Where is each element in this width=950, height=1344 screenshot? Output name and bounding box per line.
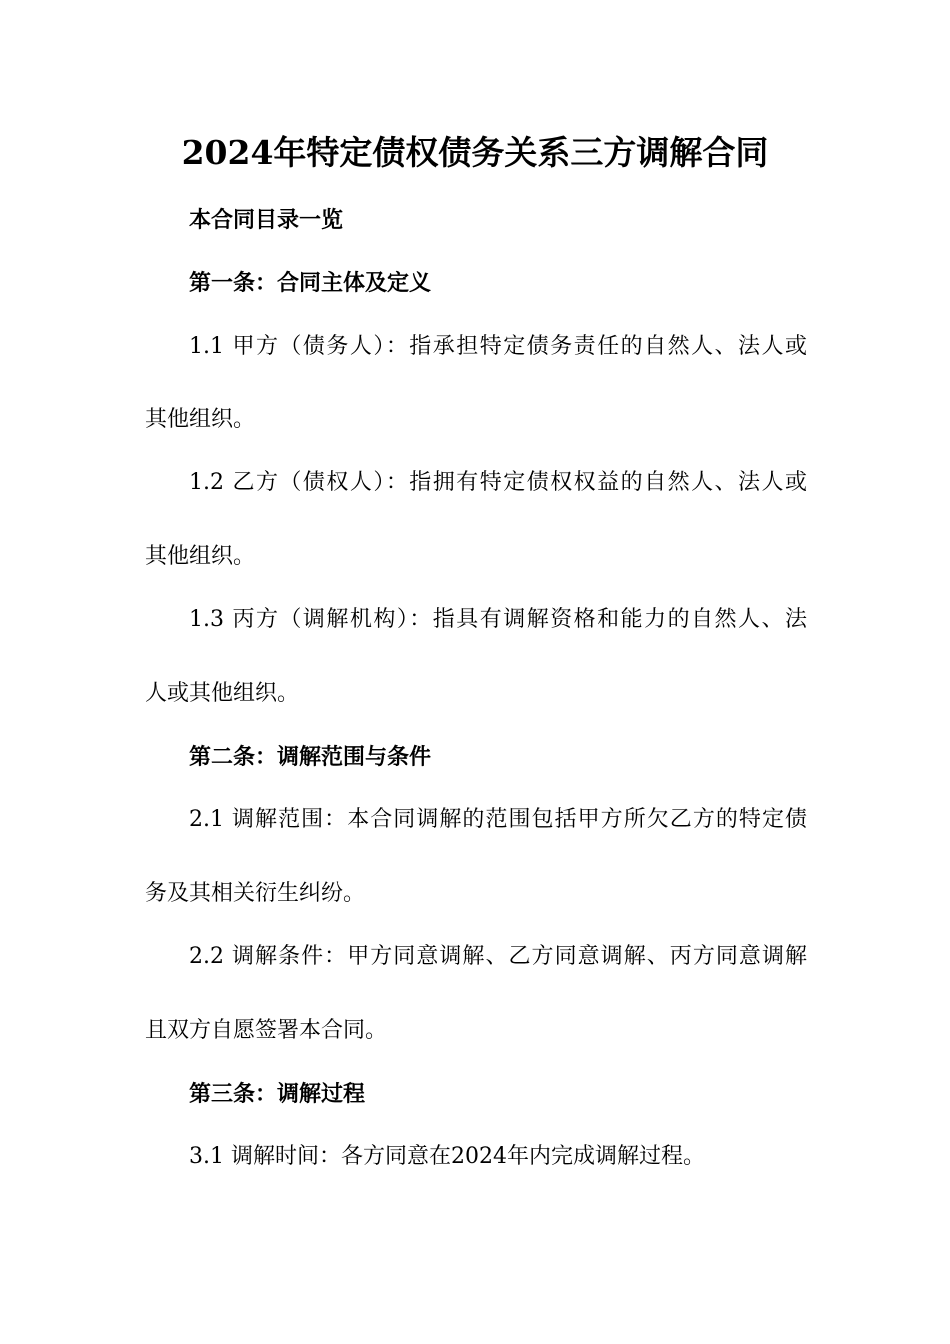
clause-2-1-line-1: 2.1 调解范围：本合同调解的范围包括甲方所欠乙方的特定债 bbox=[189, 807, 807, 832]
toc-heading: 本合同目录一览 bbox=[189, 207, 344, 233]
clause-3-1-line-1: 3.1 调解时间：各方同意在2024年内完成调解过程。 bbox=[189, 1144, 705, 1169]
clause-1-1-line-1: 1.1 甲方（债务人）：指承担特定债务责任的自然人、法人或 bbox=[189, 334, 807, 359]
clause-2-2-line-2: 且双方自愿签署本合同。 bbox=[145, 1018, 388, 1043]
clause-1-2-line-2: 其他组织。 bbox=[145, 544, 256, 569]
clause-1-3-line-2: 人或其他组织。 bbox=[145, 681, 300, 706]
clause-1-1-line-2: 其他组织。 bbox=[145, 407, 256, 432]
article-3-heading: 第三条：调解过程 bbox=[189, 1081, 366, 1107]
clause-1-3-line-1: 1.3 丙方（调解机构）：指具有调解资格和能力的自然人、法 bbox=[189, 607, 807, 632]
article-2-heading: 第二条：调解范围与条件 bbox=[189, 744, 432, 770]
clause-1-2-line-1: 1.2 乙方（债权人）：指拥有特定债权权益的自然人、法人或 bbox=[189, 470, 807, 495]
clause-2-1-line-2: 务及其相关衍生纠纷。 bbox=[145, 881, 366, 906]
article-1-heading: 第一条：合同主体及定义 bbox=[189, 270, 432, 296]
document-title: 2024年特定债权债务关系三方调解合同 bbox=[181, 133, 769, 172]
clause-2-2-line-1: 2.2 调解条件：甲方同意调解、乙方同意调解、丙方同意调解 bbox=[189, 944, 807, 969]
